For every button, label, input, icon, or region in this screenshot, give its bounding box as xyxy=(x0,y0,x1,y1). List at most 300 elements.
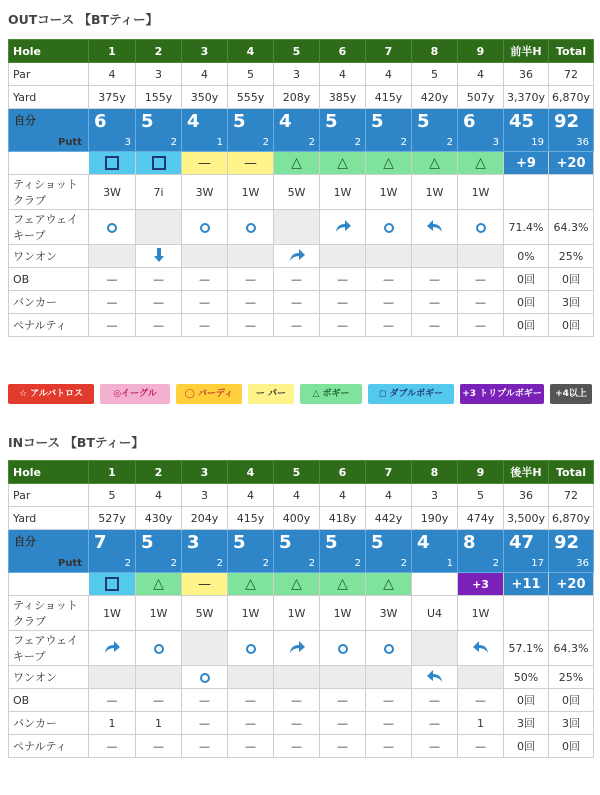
par-cell: 4 xyxy=(366,63,412,86)
par-label: Par xyxy=(9,484,89,507)
score-total xyxy=(549,109,594,152)
penalty-cell: — xyxy=(412,735,458,758)
fairway-left-arrow-icon xyxy=(426,219,444,233)
tee-club-cell: 1W xyxy=(136,596,182,631)
bunker-label: バンカー xyxy=(9,291,89,314)
dash-icon: — xyxy=(244,156,257,171)
one-on-half: 0% xyxy=(504,245,549,268)
stroke-count: 5 xyxy=(325,532,338,553)
fairway-cell xyxy=(458,631,504,666)
bunker-cell: 1 xyxy=(136,712,182,735)
tee-club-cell: 1W xyxy=(89,596,136,631)
penalty-cell: — xyxy=(182,314,228,337)
one-on-cell xyxy=(182,666,228,689)
yard-cell: 155y xyxy=(136,86,182,109)
fairway-label xyxy=(9,631,89,666)
tee-club-label-line1: ティショット xyxy=(13,599,78,612)
ob-cell: — xyxy=(412,689,458,712)
putt-count: 2 xyxy=(308,137,315,148)
putt-count: 2 xyxy=(400,137,407,148)
putt-count: 2 xyxy=(216,558,223,569)
over-par-half: +11 xyxy=(504,573,549,596)
ob-cell: — xyxy=(458,268,504,291)
triangle-icon: △ xyxy=(383,155,394,171)
score-cell xyxy=(228,109,274,152)
triangle-icon: △ xyxy=(383,576,394,592)
par-cell: 3 xyxy=(136,63,182,86)
empty-mark-cell xyxy=(412,573,458,596)
penalty-cell: — xyxy=(320,735,366,758)
fairway-cell xyxy=(228,210,274,245)
hit-circle-icon xyxy=(384,223,394,233)
yard-half: 3,370y xyxy=(504,86,549,109)
ob-cell: — xyxy=(274,689,320,712)
hole-header-row xyxy=(9,40,594,63)
score-label-cell xyxy=(9,109,89,152)
fairway-half: 57.1% xyxy=(504,631,549,666)
yard-total: 6,870y xyxy=(549,86,594,109)
yard-cell: 190y xyxy=(412,507,458,530)
fairway-cell xyxy=(366,210,412,245)
penalty-cell: — xyxy=(366,735,412,758)
total-putts: 36 xyxy=(576,137,589,148)
penalty-row xyxy=(9,735,594,758)
hole-number: 7 xyxy=(366,40,412,63)
putt-count: 2 xyxy=(354,137,361,148)
score-cell xyxy=(228,530,274,573)
hit-circle-icon xyxy=(384,644,394,654)
one-on-cell xyxy=(320,245,366,268)
penalty-cell: — xyxy=(136,314,182,337)
dash-icon: — xyxy=(198,156,211,171)
hole-number: 1 xyxy=(89,40,136,63)
stroke-count: 5 xyxy=(325,111,338,132)
fairway-cell xyxy=(274,631,320,666)
tee-club-cell: 1W xyxy=(320,175,366,210)
fairway-right-arrow-icon xyxy=(334,219,352,233)
fairway-cell xyxy=(136,631,182,666)
fairway-cell xyxy=(182,631,228,666)
bunker-cell: — xyxy=(182,712,228,735)
yard-half: 3,500y xyxy=(504,507,549,530)
hit-circle-icon xyxy=(246,644,256,654)
hole-number: 3 xyxy=(182,40,228,63)
stroke-count: 5 xyxy=(141,532,154,553)
par-cell: 5 xyxy=(228,63,274,86)
fairway-cell xyxy=(458,210,504,245)
bunker-row xyxy=(9,712,594,735)
hit-circle-icon xyxy=(200,223,210,233)
one-on-total: 25% xyxy=(549,245,594,268)
penalty-cell: — xyxy=(89,314,136,337)
tee-club-cell: 5W xyxy=(182,596,228,631)
hole-number: 6 xyxy=(320,40,366,63)
hole-number: 6 xyxy=(320,461,366,484)
putt-count: 2 xyxy=(354,558,361,569)
one-on-cell xyxy=(136,666,182,689)
score-cell xyxy=(366,109,412,152)
yard-total: 6,870y xyxy=(549,507,594,530)
tee-club-cell: 3W xyxy=(89,175,136,210)
half-strokes: 45 xyxy=(509,111,535,132)
putt-count: 2 xyxy=(492,558,499,569)
score-half xyxy=(504,530,549,573)
hole-number: 7 xyxy=(366,461,412,484)
yard-cell: 527y xyxy=(89,507,136,530)
bunker-cell: — xyxy=(366,712,412,735)
stroke-count: 5 xyxy=(233,111,246,132)
triangle-icon: △ xyxy=(475,155,486,171)
ob-cell: — xyxy=(89,689,136,712)
bunker-cell: — xyxy=(320,712,366,735)
yard-cell: 208y xyxy=(274,86,320,109)
stroke-count: 5 xyxy=(371,111,384,132)
fairway-right-arrow-icon xyxy=(288,248,306,262)
fairway-cell xyxy=(182,210,228,245)
fairway-label-line1: フェアウェイ xyxy=(13,634,79,647)
ob-row xyxy=(9,689,594,712)
putt-count: 2 xyxy=(308,558,315,569)
fairway-label-line2: キープ xyxy=(13,229,46,242)
fairway-cell xyxy=(320,210,366,245)
penalty-cell: — xyxy=(89,735,136,758)
fairway-cell xyxy=(89,210,136,245)
one-on-cell xyxy=(89,666,136,689)
tee-club-half xyxy=(504,175,549,210)
legend-eagle: ◎イーグル xyxy=(100,384,170,404)
stroke-count: 4 xyxy=(417,532,430,553)
ob-label: OB xyxy=(9,268,89,291)
triangle-icon: △ xyxy=(153,576,164,592)
par-total: 72 xyxy=(549,484,594,507)
one-on-cell xyxy=(366,245,412,268)
legend-triple-bogey: +3 トリプルボギー xyxy=(460,384,544,404)
hole-number: 5 xyxy=(274,40,320,63)
penalty-cell: — xyxy=(228,735,274,758)
double-bogey-cell xyxy=(89,573,136,596)
putt-count: 2 xyxy=(170,558,177,569)
stroke-count: 5 xyxy=(417,111,430,132)
out-course-title: OUTコース 【BTティー】 xyxy=(8,12,159,27)
ob-total: 0回 xyxy=(549,268,594,291)
result-mark-blank xyxy=(9,152,89,175)
yard-cell: 375y xyxy=(89,86,136,109)
fairway-cell xyxy=(89,631,136,666)
one-on-label: ワンオン xyxy=(9,666,89,689)
stroke-count: 6 xyxy=(94,111,107,132)
par-cell: 4 xyxy=(274,484,320,507)
one-on-cell xyxy=(412,666,458,689)
putt-count: 2 xyxy=(446,137,453,148)
dash-icon: — xyxy=(198,577,211,592)
yard-row xyxy=(9,86,594,109)
player-label: 自分 xyxy=(14,114,36,127)
tee-club-total xyxy=(549,596,594,631)
yard-cell: 400y xyxy=(274,507,320,530)
hole-header-row xyxy=(9,461,594,484)
bunker-cell: — xyxy=(228,291,274,314)
stroke-count: 7 xyxy=(94,532,107,553)
hole-label: Hole xyxy=(9,461,89,484)
total-strokes: 92 xyxy=(554,532,580,553)
stroke-count: 8 xyxy=(463,532,476,553)
hole-number: 4 xyxy=(228,461,274,484)
tee-club-label-line1: ティショット xyxy=(13,178,78,191)
stroke-count: 5 xyxy=(141,111,154,132)
yard-cell: 442y xyxy=(366,507,412,530)
putt-count: 3 xyxy=(124,137,131,148)
triangle-icon: △ xyxy=(291,576,302,592)
penalty-label: ペナルティ xyxy=(9,314,89,337)
half-strokes: 47 xyxy=(509,532,535,553)
stroke-count: 3 xyxy=(187,532,200,553)
tee-club-row xyxy=(9,175,594,210)
putt-label: Putt xyxy=(57,137,82,148)
penalty-cell: — xyxy=(320,314,366,337)
bunker-cell: — xyxy=(228,712,274,735)
putt-count: 1 xyxy=(446,558,453,569)
tee-club-cell: 1W xyxy=(228,596,274,631)
ob-cell: — xyxy=(320,689,366,712)
ob-cell: — xyxy=(228,268,274,291)
penalty-cell: — xyxy=(274,314,320,337)
square-icon xyxy=(152,156,166,170)
hit-circle-icon xyxy=(154,644,164,654)
bunker-half: 0回 xyxy=(504,291,549,314)
hit-circle-icon xyxy=(107,223,117,233)
fairway-label-line1: フェアウェイ xyxy=(13,213,79,226)
penalty-cell: — xyxy=(228,314,274,337)
hole-number: 2 xyxy=(136,40,182,63)
bunker-total: 3回 xyxy=(549,291,594,314)
hit-circle-icon xyxy=(200,673,210,683)
yard-label: Yard xyxy=(9,507,89,530)
par-cell: 4 xyxy=(182,63,228,86)
one-on-cell xyxy=(458,245,504,268)
score-legend xyxy=(8,384,592,404)
tee-club-label-line2: クラブ xyxy=(13,194,46,207)
score-cell xyxy=(136,530,182,573)
legend-four-plus: +4以上 xyxy=(550,384,592,404)
fairway-cell xyxy=(412,210,458,245)
par-label: Par xyxy=(9,63,89,86)
fairway-cell xyxy=(136,210,182,245)
bogey-cell xyxy=(320,152,366,175)
par-cell xyxy=(182,573,228,596)
one-on-cell xyxy=(412,245,458,268)
square-icon xyxy=(105,156,119,170)
yard-cell: 474y xyxy=(458,507,504,530)
player-label: 自分 xyxy=(14,535,36,548)
putt-count: 1 xyxy=(216,137,223,148)
penalty-half: 0回 xyxy=(504,735,549,758)
bogey-cell xyxy=(320,573,366,596)
score-row xyxy=(9,109,594,152)
hole-number: 9 xyxy=(458,461,504,484)
total-putts: 36 xyxy=(576,558,589,569)
score-half xyxy=(504,109,549,152)
result-mark-blank xyxy=(9,573,89,596)
putt-count: 2 xyxy=(124,558,131,569)
legend-albatross: ☆ アルバトロス xyxy=(8,384,94,404)
fairway-left-arrow-icon xyxy=(426,669,444,683)
tee-club-label xyxy=(9,596,89,631)
yard-cell: 350y xyxy=(182,86,228,109)
ob-cell: — xyxy=(412,268,458,291)
ob-label: OB xyxy=(9,689,89,712)
square-icon xyxy=(105,577,119,591)
fairway-cell xyxy=(320,631,366,666)
ob-cell: — xyxy=(136,689,182,712)
fairway-right-arrow-icon xyxy=(103,640,121,654)
ob-cell: — xyxy=(320,268,366,291)
stroke-count: 4 xyxy=(279,111,292,132)
fairway-left-arrow-icon xyxy=(472,640,490,654)
tee-club-total xyxy=(549,175,594,210)
hole-number: 2 xyxy=(136,461,182,484)
triple-bogey-cell: +3 xyxy=(458,573,504,596)
par-cell: 3 xyxy=(182,484,228,507)
ob-cell: — xyxy=(366,689,412,712)
total-header: Total xyxy=(549,40,594,63)
bunker-cell: 1 xyxy=(458,712,504,735)
bunker-cell: — xyxy=(136,291,182,314)
short-down-arrow-icon xyxy=(153,247,165,263)
par-cell: 5 xyxy=(412,63,458,86)
par-cell: 4 xyxy=(366,484,412,507)
tee-club-cell: 1W xyxy=(412,175,458,210)
bogey-cell xyxy=(274,152,320,175)
score-cell xyxy=(458,530,504,573)
triangle-icon: △ xyxy=(429,155,440,171)
score-cell xyxy=(182,109,228,152)
bunker-cell: — xyxy=(320,291,366,314)
legend-par: ー パー xyxy=(248,384,294,404)
tee-club-label xyxy=(9,175,89,210)
one-on-row xyxy=(9,666,594,689)
one-on-half: 50% xyxy=(504,666,549,689)
one-on-cell xyxy=(366,666,412,689)
half-putts: 19 xyxy=(531,137,544,148)
one-on-cell xyxy=(274,245,320,268)
score-total xyxy=(549,530,594,573)
tee-club-cell: 1W xyxy=(320,596,366,631)
hole-number: 8 xyxy=(412,461,458,484)
penalty-cell: — xyxy=(458,314,504,337)
fairway-total: 64.3% xyxy=(549,631,594,666)
one-on-cell xyxy=(274,666,320,689)
one-on-cell xyxy=(458,666,504,689)
bunker-label: バンカー xyxy=(9,712,89,735)
bogey-cell xyxy=(366,573,412,596)
in-scorecard-table xyxy=(8,460,594,758)
score-cell xyxy=(320,530,366,573)
fairway-row xyxy=(9,631,594,666)
score-cell xyxy=(412,109,458,152)
yard-label: Yard xyxy=(9,86,89,109)
half-putts: 17 xyxy=(531,558,544,569)
stroke-count: 6 xyxy=(463,111,476,132)
penalty-cell: — xyxy=(458,735,504,758)
penalty-cell: — xyxy=(182,735,228,758)
bunker-cell: — xyxy=(182,291,228,314)
bunker-row xyxy=(9,291,594,314)
tee-club-cell: 3W xyxy=(182,175,228,210)
out-scorecard-table xyxy=(8,39,594,337)
score-cell xyxy=(320,109,366,152)
yard-cell: 555y xyxy=(228,86,274,109)
penalty-total: 0回 xyxy=(549,314,594,337)
one-on-row xyxy=(9,245,594,268)
double-bogey-cell xyxy=(89,152,136,175)
bunker-cell: — xyxy=(366,291,412,314)
half-header: 後半H xyxy=(504,461,549,484)
hit-circle-icon xyxy=(246,223,256,233)
ob-cell: — xyxy=(228,689,274,712)
par-cell: 5 xyxy=(458,484,504,507)
score-label-cell xyxy=(9,530,89,573)
tee-club-half xyxy=(504,596,549,631)
stroke-count: 4 xyxy=(187,111,200,132)
score-row xyxy=(9,530,594,573)
par-cell: 5 xyxy=(89,484,136,507)
score-cell xyxy=(274,109,320,152)
par-cell: 4 xyxy=(458,63,504,86)
fairway-row xyxy=(9,210,594,245)
putt-count: 2 xyxy=(400,558,407,569)
triangle-icon: △ xyxy=(337,155,348,171)
bogey-cell xyxy=(412,152,458,175)
half-header: 前半H xyxy=(504,40,549,63)
bogey-cell xyxy=(274,573,320,596)
par-cell: 4 xyxy=(89,63,136,86)
score-cell xyxy=(274,530,320,573)
ob-cell: — xyxy=(458,689,504,712)
bogey-cell xyxy=(136,573,182,596)
par-cell xyxy=(182,152,228,175)
yard-row xyxy=(9,507,594,530)
double-bogey-cell xyxy=(136,152,182,175)
fairway-cell xyxy=(412,631,458,666)
penalty-row xyxy=(9,314,594,337)
par-cell: 3 xyxy=(274,63,320,86)
bunker-cell: — xyxy=(274,712,320,735)
fairway-cell xyxy=(366,631,412,666)
ob-cell: — xyxy=(366,268,412,291)
par-row xyxy=(9,63,594,86)
over-par-total: +20 xyxy=(549,573,594,596)
score-cell xyxy=(458,109,504,152)
bunker-total: 3回 xyxy=(549,712,594,735)
par-half: 36 xyxy=(504,484,549,507)
hole-number: 9 xyxy=(458,40,504,63)
penalty-half: 0回 xyxy=(504,314,549,337)
ob-cell: — xyxy=(182,689,228,712)
legend-birdie: ◯ バーディ xyxy=(176,384,242,404)
tee-club-cell: 3W xyxy=(366,596,412,631)
tee-club-row xyxy=(9,596,594,631)
stroke-count: 5 xyxy=(279,532,292,553)
penalty-total: 0回 xyxy=(549,735,594,758)
score-cell xyxy=(366,530,412,573)
one-on-cell xyxy=(182,245,228,268)
fairway-total: 64.3% xyxy=(549,210,594,245)
fairway-label-line2: キープ xyxy=(13,650,46,663)
putt-label: Putt xyxy=(57,558,82,569)
bunker-cell: — xyxy=(412,712,458,735)
score-cell xyxy=(89,530,136,573)
ob-cell: — xyxy=(136,268,182,291)
